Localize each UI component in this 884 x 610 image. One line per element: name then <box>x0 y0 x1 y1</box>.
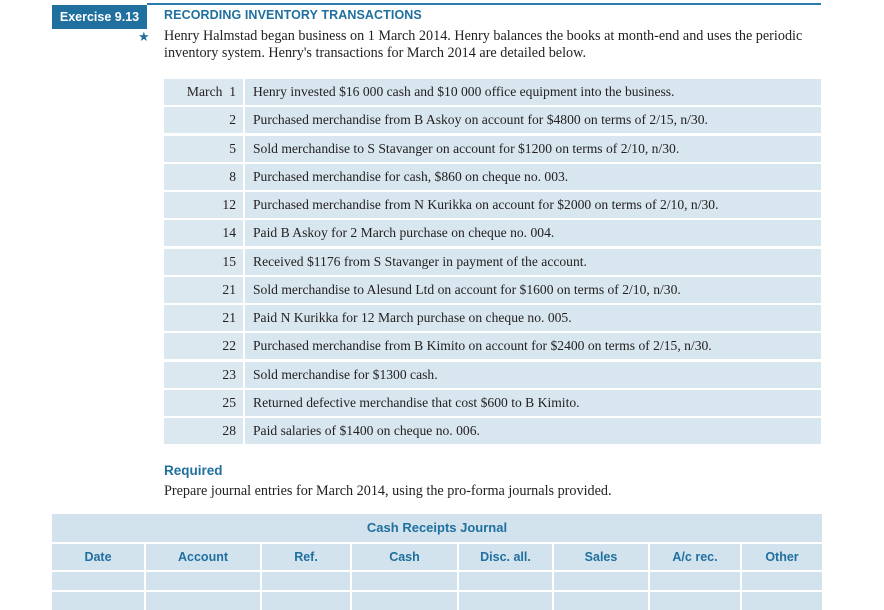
transaction-row <box>164 390 821 416</box>
exercise-intro: Henry Halmstad began business on 1 March 2014. Henry balances the books at month-end and uses the periodic inventory system. Henry's transactions for March 2014 are detailed below. <box>164 28 803 61</box>
transaction-row <box>164 305 821 331</box>
transaction-text: Henry invested $16 000 cash and $10 000 office equipment into the business. <box>245 79 821 105</box>
transaction-date: 21 <box>164 305 243 331</box>
header-rule <box>147 3 821 5</box>
transaction-text: Sold merchandise to S Stavanger on account for $1200 on terms of 2/10, n/30. <box>245 136 821 162</box>
transaction-row <box>164 333 821 359</box>
transaction-date: 25 <box>164 390 243 416</box>
transaction-text: Sold merchandise to Alesund Ltd on account for $1600 on terms of 2/10, n/30. <box>245 277 821 303</box>
exercise-badge: Exercise 9.13 <box>52 5 147 29</box>
journal-cell <box>459 572 552 590</box>
transaction-text: Sold merchandise for $1300 cash. <box>245 362 821 388</box>
journal-cell <box>146 572 260 590</box>
journal-cell <box>52 592 144 610</box>
exercise-title: RECORDING INVENTORY TRANSACTIONS <box>164 8 422 22</box>
journal-cell <box>554 572 648 590</box>
journal-header-row <box>52 544 822 570</box>
transaction-text: Paid salaries of $1400 on cheque no. 006. <box>245 418 821 444</box>
journal-cell <box>650 572 740 590</box>
journal-cell <box>742 572 822 590</box>
transaction-text: Purchased merchandise from B Kimito on account for $2400 on terms of 2/15, n/30. <box>245 333 821 359</box>
journal-column-cash: Cash <box>352 544 457 570</box>
journal-cell <box>262 592 350 610</box>
transaction-date: 21 <box>164 277 243 303</box>
transaction-text: Purchased merchandise from B Askoy on account for $4800 on terms of 2/15, n/30. <box>245 107 821 133</box>
journal-empty-row <box>52 592 822 610</box>
journal-cell <box>52 572 144 590</box>
journal-cell <box>262 572 350 590</box>
transaction-date: 12 <box>164 192 243 218</box>
journal-column-disc-all: Disc. all. <box>459 544 552 570</box>
journal-title: Cash Receipts Journal <box>52 514 822 542</box>
journal-column-account: Account <box>146 544 260 570</box>
transaction-date: 14 <box>164 220 243 246</box>
transaction-row <box>164 107 821 133</box>
transaction-row <box>164 136 821 162</box>
transaction-row <box>164 277 821 303</box>
transaction-row <box>164 418 821 444</box>
journal-cell <box>742 592 822 610</box>
journal-column-ref: Ref. <box>262 544 350 570</box>
transaction-row <box>164 249 821 275</box>
journal-column-sales: Sales <box>554 544 648 570</box>
transaction-text: Paid N Kurikka for 12 March purchase on cheque no. 005. <box>245 305 821 331</box>
journal-cell <box>459 592 552 610</box>
transactions-table <box>164 79 821 446</box>
transaction-text: Received $1176 from S Stavanger in payment of the account. <box>245 249 821 275</box>
transaction-date: 15 <box>164 249 243 275</box>
transaction-text: Paid B Askoy for 2 March purchase on cheque no. 004. <box>245 220 821 246</box>
transaction-date: 23 <box>164 362 243 388</box>
journal-empty-row <box>52 572 822 590</box>
star-icon: ★ <box>138 30 150 45</box>
transaction-row <box>164 220 821 246</box>
transaction-row <box>164 192 821 218</box>
transaction-date: 8 <box>164 164 243 190</box>
transaction-text: Returned defective merchandise that cost $600 to B Kimito. <box>245 390 821 416</box>
transaction-date: 22 <box>164 333 243 359</box>
journal-cell <box>146 592 260 610</box>
journal-column-other: Other <box>742 544 822 570</box>
journal-cell <box>352 572 457 590</box>
transaction-date: 2 <box>164 107 243 133</box>
transaction-date: 5 <box>164 136 243 162</box>
journal-cell <box>554 592 648 610</box>
journal-column-date: Date <box>52 544 144 570</box>
transaction-row <box>164 362 821 388</box>
required-text: Prepare journal entries for March 2014, using the pro-forma journals provided. <box>164 483 612 499</box>
journal-cell <box>352 592 457 610</box>
required-heading: Required <box>164 463 223 478</box>
transaction-text: Purchased merchandise for cash, $860 on cheque no. 003. <box>245 164 821 190</box>
cash-receipts-journal <box>52 514 822 602</box>
journal-cell <box>650 592 740 610</box>
transaction-date: March 1 <box>164 79 243 105</box>
transaction-text: Purchased merchandise from N Kurikka on account for $2000 on terms of 2/10, n/30. <box>245 192 821 218</box>
transaction-date: 28 <box>164 418 243 444</box>
transaction-row <box>164 164 821 190</box>
journal-column-ac-rec: A/c rec. <box>650 544 740 570</box>
transaction-row <box>164 79 821 105</box>
